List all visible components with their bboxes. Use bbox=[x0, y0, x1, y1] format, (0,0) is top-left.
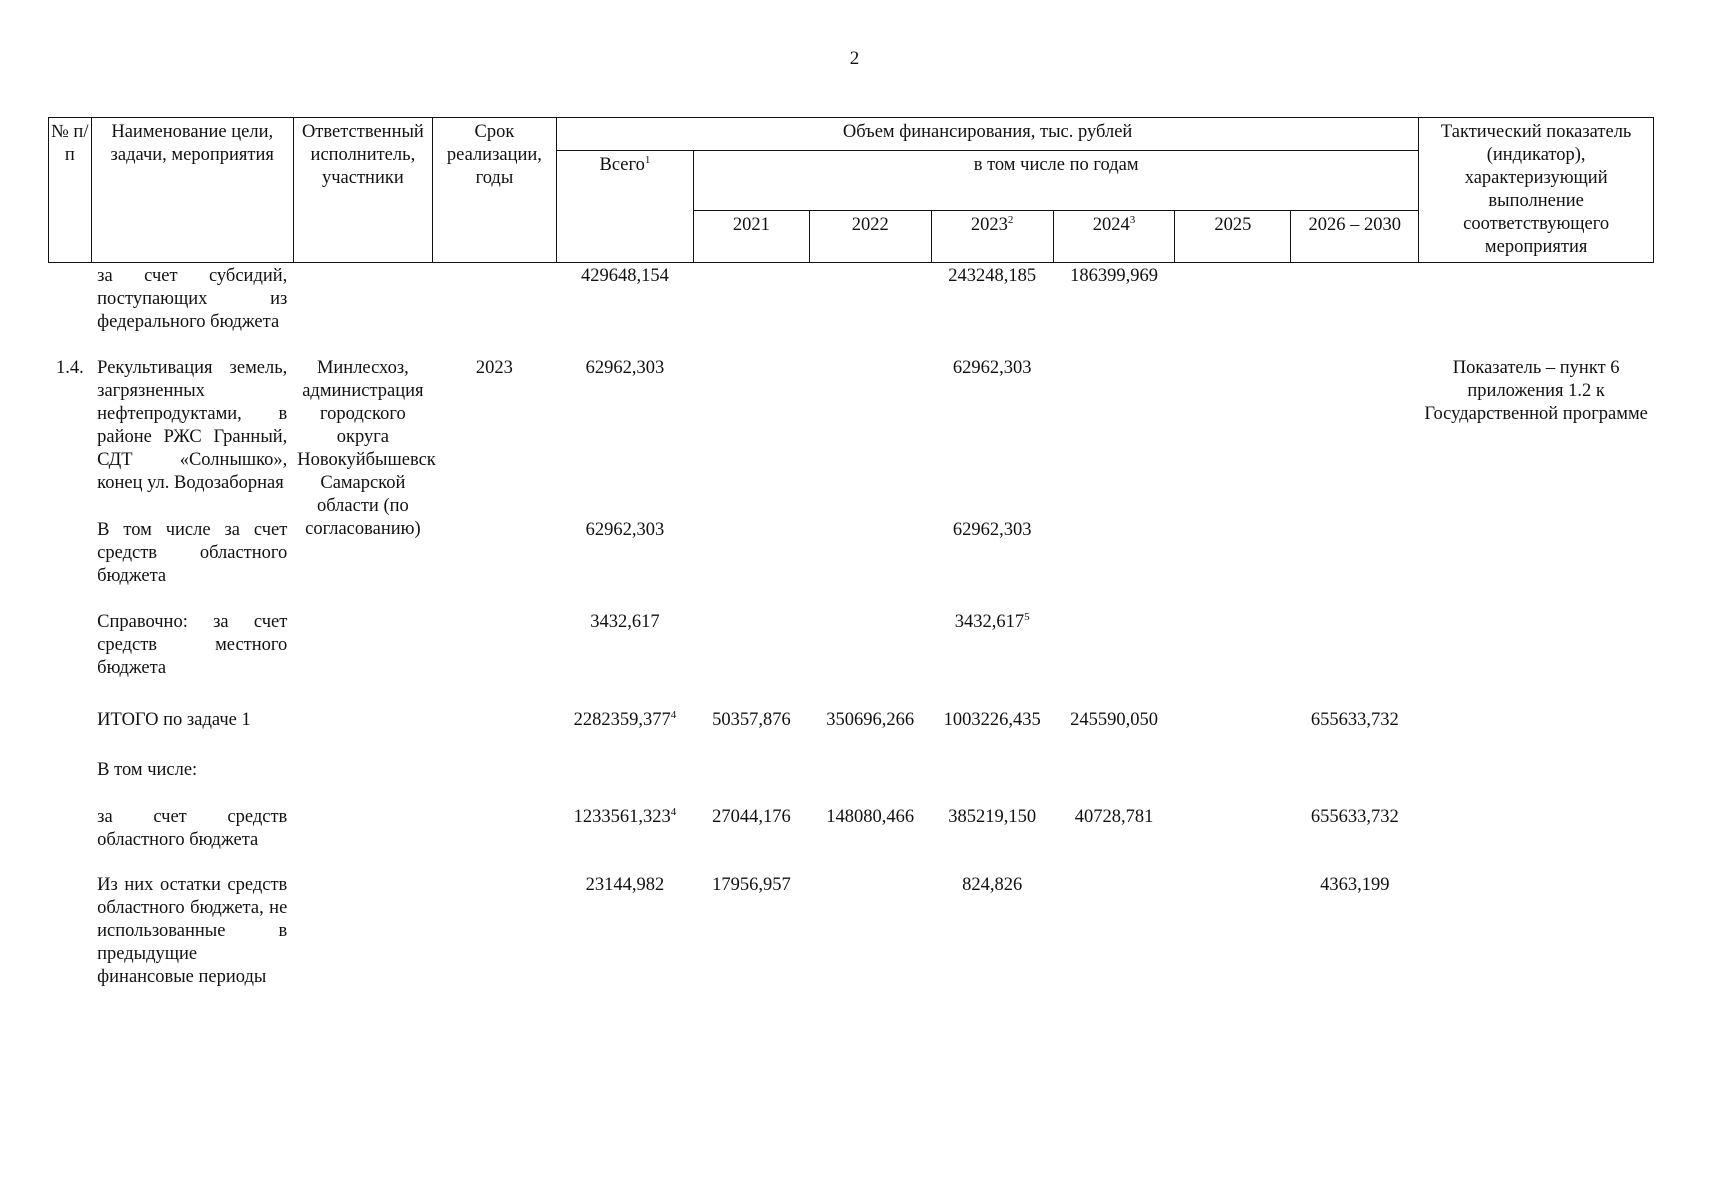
table-row bbox=[49, 707, 1654, 757]
row-indicator bbox=[1419, 263, 1654, 355]
row-no bbox=[49, 609, 92, 707]
row-executor bbox=[293, 872, 432, 1022]
row-name: В том числе: bbox=[97, 759, 198, 780]
row-2024 bbox=[1053, 355, 1175, 517]
row-total bbox=[556, 757, 693, 804]
table-row bbox=[49, 263, 1654, 355]
row-2021 bbox=[694, 609, 810, 707]
row-no: 1.4. bbox=[55, 357, 84, 378]
row-term bbox=[432, 872, 556, 1022]
table-row bbox=[49, 609, 1654, 707]
table-row bbox=[49, 517, 1654, 609]
row-executor bbox=[293, 757, 432, 804]
row-2021 bbox=[694, 263, 810, 355]
row-2026-2030 bbox=[1291, 263, 1419, 355]
row-2026-2030: 655633,732 bbox=[1310, 806, 1399, 827]
row-2025 bbox=[1175, 517, 1291, 609]
page-number: 2 bbox=[849, 48, 860, 69]
row-no bbox=[49, 263, 92, 355]
row-2023: 243248,185 bbox=[948, 266, 1037, 286]
row-2023: 62962,303 bbox=[952, 519, 1032, 540]
row-2023: 824,826 bbox=[962, 874, 1023, 895]
row-2023: 1003226,435 bbox=[943, 709, 1041, 730]
row-indicator bbox=[1419, 609, 1654, 707]
row-2022 bbox=[809, 872, 931, 1022]
header-year-2025: 2025 bbox=[1175, 211, 1291, 263]
row-2025 bbox=[1175, 804, 1291, 872]
row-term bbox=[432, 263, 556, 355]
table-row bbox=[49, 804, 1654, 872]
row-indicator bbox=[1419, 804, 1654, 872]
row-2021 bbox=[694, 757, 810, 804]
row-2026-2030 bbox=[1291, 517, 1419, 609]
row-term bbox=[432, 804, 556, 872]
row-executor bbox=[293, 263, 432, 355]
row-total: 62962,303 bbox=[585, 519, 665, 540]
header-executor: Ответственный исполнитель, участники bbox=[293, 118, 432, 263]
row-2024: 245590,050 bbox=[1070, 709, 1158, 730]
row-no bbox=[49, 872, 92, 1022]
row-2026-2030: 4363,199 bbox=[1320, 874, 1390, 895]
row-2026-2030 bbox=[1291, 609, 1419, 707]
row-2022 bbox=[809, 355, 931, 517]
header-funding: Объем финансирования, тыс. рублей bbox=[556, 118, 1418, 151]
row-name: за счет субсидий, поступающих из федерального бюджета bbox=[97, 266, 288, 332]
row-total: 1233561,323$^4$ bbox=[573, 805, 677, 827]
row-2026-2030 bbox=[1291, 355, 1419, 517]
row-2022 bbox=[809, 263, 931, 355]
row-term: 2023 bbox=[475, 357, 513, 378]
row-2025 bbox=[1175, 355, 1291, 517]
row-term bbox=[432, 757, 556, 804]
row-total: 62962,303 bbox=[585, 357, 665, 378]
row-2025 bbox=[1175, 872, 1291, 1022]
row-term bbox=[432, 707, 556, 757]
row-executor bbox=[293, 609, 432, 707]
row-2023: 62962,303 bbox=[952, 357, 1032, 378]
funding-table bbox=[48, 117, 1654, 1022]
header-indicator: Тактический показатель (индикатор), характеризующий выполнение соответствующего мероприятия bbox=[1419, 118, 1654, 263]
row-2023 bbox=[931, 757, 1053, 804]
row-no bbox=[49, 517, 92, 609]
row-indicator bbox=[1419, 757, 1654, 804]
row-term bbox=[432, 609, 556, 707]
header-term: Срок реализации, годы bbox=[432, 118, 556, 263]
row-2025 bbox=[1175, 263, 1291, 355]
header-year-2024: 2024$^3$ bbox=[1053, 211, 1175, 263]
row-2021: 27044,176 bbox=[712, 806, 791, 827]
row-name: ИТОГО по задаче 1 bbox=[97, 709, 251, 730]
header-name: Наименование цели, задачи, мероприятия bbox=[91, 118, 293, 263]
row-name: Рекультивация земель, загрязненных нефтепродуктами, в районе РЖС Гранный, СДТ «Солнышко», конец ул. Водозаборная bbox=[97, 357, 288, 493]
row-2022 bbox=[809, 517, 931, 609]
row-term bbox=[432, 517, 556, 609]
row-total: 2282359,377$^4$ bbox=[573, 708, 677, 730]
table-row bbox=[49, 757, 1654, 804]
header-year-2021: 2021 bbox=[694, 211, 810, 263]
row-2021: 17956,957 bbox=[712, 874, 791, 895]
header-by-years: в том числе по годам bbox=[694, 151, 1419, 211]
row-2022: 148080,466 bbox=[826, 806, 915, 827]
row-total: 23144,982 bbox=[585, 874, 665, 895]
row-2024 bbox=[1053, 517, 1175, 609]
row-indicator bbox=[1419, 707, 1654, 757]
row-2022: 350696,266 bbox=[826, 709, 915, 730]
row-no bbox=[49, 707, 92, 757]
row-2021 bbox=[694, 517, 810, 609]
row-indicator bbox=[1419, 872, 1654, 1022]
header-no: № п/п bbox=[49, 118, 92, 263]
row-executor: Минлесхоз, администрация городского округа Новокуйбышевск Самарской области (по согласованию) bbox=[297, 357, 436, 539]
header-year-2023: 2023$^2$ bbox=[931, 211, 1053, 263]
row-executor bbox=[293, 707, 432, 757]
row-no bbox=[49, 804, 92, 872]
row-total: 3432,617 bbox=[590, 611, 660, 632]
row-executor bbox=[293, 804, 432, 872]
header-total: Всего$^1$ bbox=[556, 151, 693, 263]
row-total: 429648,154 bbox=[581, 266, 669, 286]
row-2021 bbox=[694, 355, 810, 517]
header-year-2026-2030: 2026 – 2030 bbox=[1291, 211, 1419, 263]
row-indicator: Показатель – пункт 6 приложения 1.2 к Государственной программе bbox=[1424, 357, 1648, 424]
row-2023: 385219,150 bbox=[948, 806, 1037, 827]
row-2026-2030: 655633,732 bbox=[1310, 709, 1399, 730]
row-2023: 3432,617$^5$ bbox=[954, 610, 1030, 632]
row-2025 bbox=[1175, 707, 1291, 757]
row-name: В том числе за счет средств областного бюджета bbox=[97, 519, 288, 586]
row-name: Справочно: за счет средств местного бюджета bbox=[97, 611, 288, 678]
row-2021: 50357,876 bbox=[712, 709, 791, 730]
table-row bbox=[49, 355, 1654, 517]
row-2022 bbox=[809, 757, 931, 804]
row-2024: 40728,781 bbox=[1074, 806, 1154, 827]
row-indicator bbox=[1419, 517, 1654, 609]
table-row bbox=[49, 872, 1654, 1022]
row-name: Из них остатки средств областного бюджета, не использованные в предыдущие финансовые периоды bbox=[97, 874, 288, 987]
row-2024: 186399,969 bbox=[1070, 266, 1158, 286]
row-2025 bbox=[1175, 757, 1291, 804]
row-2022 bbox=[809, 609, 931, 707]
row-name: за счет средств областного бюджета bbox=[97, 806, 288, 850]
row-2025 bbox=[1175, 609, 1291, 707]
row-2026-2030 bbox=[1291, 757, 1419, 804]
row-2024 bbox=[1053, 757, 1175, 804]
header-year-2022: 2022 bbox=[809, 211, 931, 263]
row-2024 bbox=[1053, 872, 1175, 1022]
row-no bbox=[49, 757, 92, 804]
row-2024 bbox=[1053, 609, 1175, 707]
